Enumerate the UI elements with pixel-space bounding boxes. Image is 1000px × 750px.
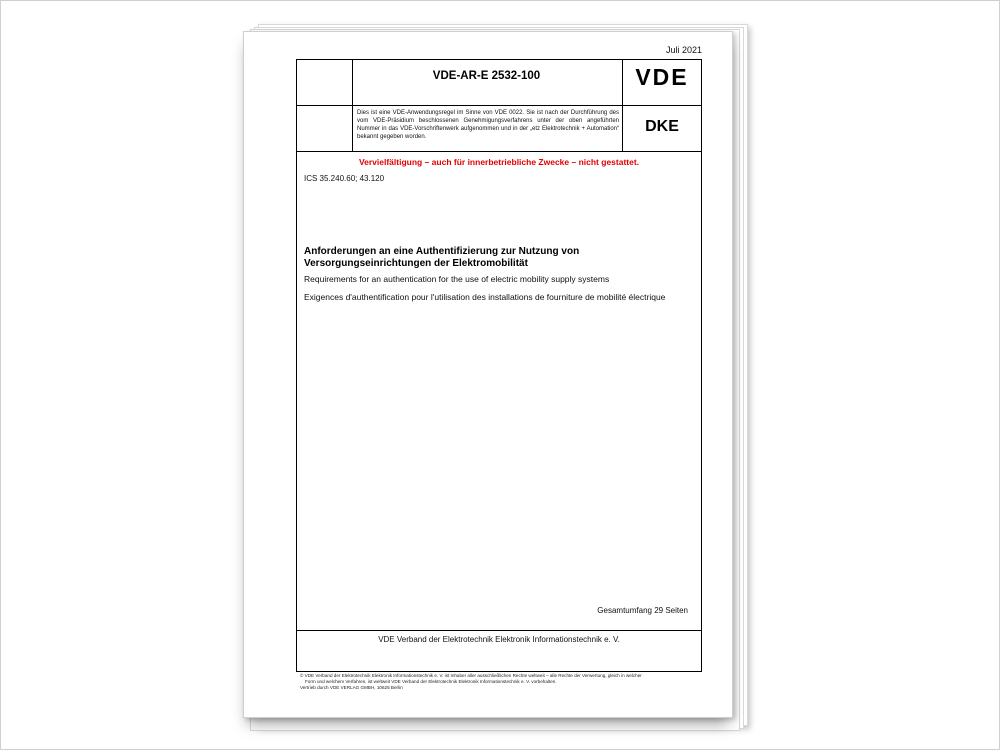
cover-frame: [296, 59, 702, 672]
ics-code: ICS 35.240.60; 43.120: [304, 174, 385, 183]
dke-logo: DKE: [645, 118, 679, 135]
copyright-notice: [300, 673, 700, 691]
copy-warning: Vervielfältigung – auch für innerbetriebliche Zwecke – nicht gestattet.: [358, 157, 640, 167]
copyright-line: © VDE Verband der Elektrotechnik Elektronik Informationstechnik e. V. ist Inhaber aller ausschließlichen Rechte weltweit – alle Rechte der Verwertung, gleich in welcher: [300, 673, 642, 678]
vde-logo: VDE: [635, 64, 689, 90]
title-english: Requirements for an authentication for the use of electric mobility supply systems: [304, 274, 610, 284]
publication-date: Juli 2021: [665, 45, 702, 55]
title-french: Exigences d'authentification pour l'utilisation des installations de fourniture de mobilité électrique: [304, 292, 666, 302]
footer-divider: [297, 630, 701, 631]
approval-notice: Dies ist eine VDE-Anwendungsregel im Sinne von VDE 0022. Sie ist nach der Durchführung des vom VDE-Präsidium beschlossenen Genehmigungsverfahrens unter der oben angeführten Nummer in das VDE-Vorschriftenwerk aufgenommen und in der „etz Elektrotechnik + Automation“ bekannt gegeben worden.: [357, 110, 619, 140]
publisher-name: VDE Verband der Elektrotechnik Elektronik Informationstechnik e. V.: [378, 635, 620, 644]
title-german: Anforderungen an eine Authentifizierung zur Nutzung von Versorgungseinrichtungen der Elektromobilität: [304, 246, 580, 269]
header-bottom-divider: [297, 151, 701, 152]
header-divider: [297, 105, 701, 106]
standard-number: VDE-AR-E 2532-100: [432, 70, 541, 82]
total-pages: Gesamtumfang 29 Seiten: [597, 606, 688, 615]
document-cover-page: [243, 31, 733, 718]
copyright-line: Vertrieb durch VDE VERLAG GMBH, 10625 Berlin: [300, 685, 403, 690]
copyright-line: Form und welchem Verfahren, ist weltweit VDE Verband der Elektrotechnik Elektronik Informationstechnik e. V. vorbehalten.: [305, 679, 557, 684]
